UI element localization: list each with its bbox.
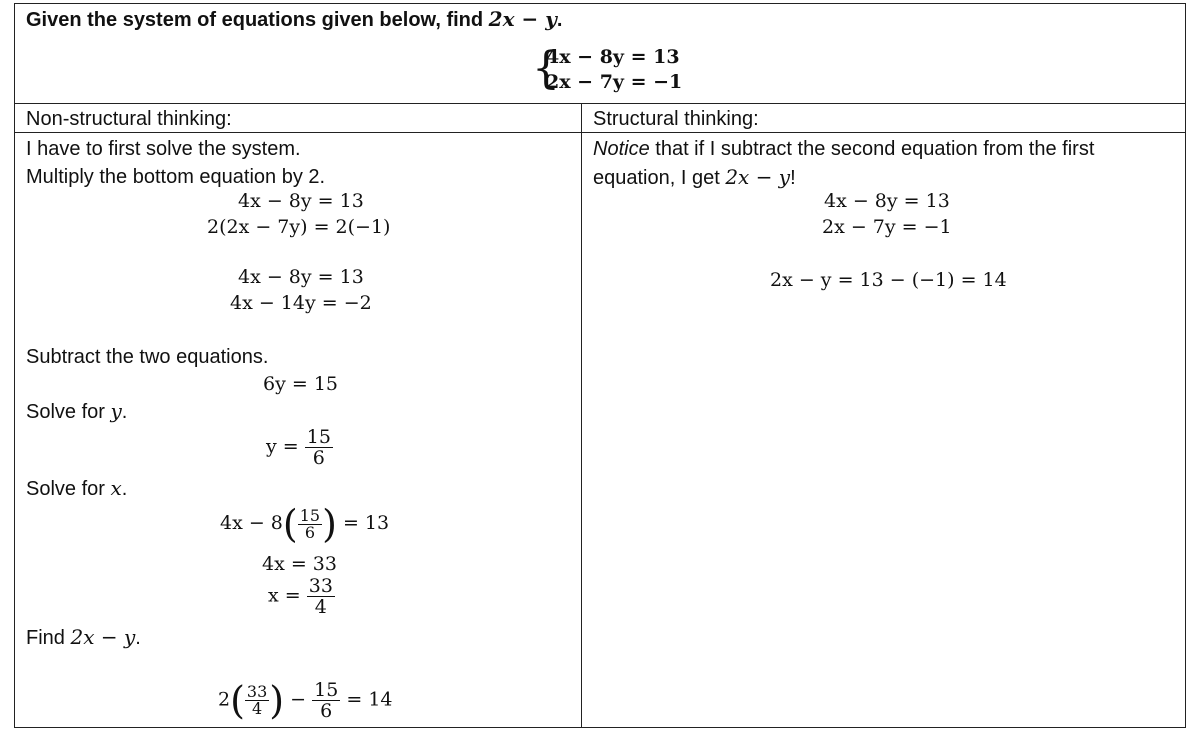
eq-b2: 4x − 14y = −2 (230, 292, 372, 314)
eq-4x: 4x = 33 (262, 553, 337, 575)
x-substitution: 4x − 8( $\frac{15}{6}$ ) = 13 (220, 502, 390, 546)
final-computation: 2( $\frac{33}{4}$ ) − $\frac{15}{6}$ = 14 (218, 678, 393, 723)
left-line2: Multiply the bottom equation by 2. (26, 166, 326, 188)
right-eq1: 4x − 8y = 13 (824, 190, 950, 212)
left-line1: I have to first solve the system. (26, 138, 301, 160)
find-instruction: Find 2x − y. (26, 625, 141, 649)
eq-a2: 2(2x − 7y) = 2(−1) (207, 216, 391, 238)
right-eq2: 2x − 7y = −1 (822, 216, 952, 238)
column-divider (581, 103, 582, 728)
eq-6y: 6y = 15 (263, 373, 338, 395)
column-title-divider (14, 132, 1186, 133)
y-solution: y = $\frac{15}{6}$ (266, 426, 331, 469)
right-line2: equation, I get 2x − y! (593, 165, 796, 189)
final-fraction-2: $\frac{15}{6}$ (314, 679, 339, 722)
x-solution: x = $\frac{33}{4}$ (268, 575, 333, 618)
system-eq2: 2x − 7y = −1 (546, 71, 683, 93)
eq-b1: 4x − 8y = 13 (238, 266, 364, 288)
right-column-title: Structural thinking: (593, 108, 759, 130)
eq-a1: 4x − 8y = 13 (238, 190, 364, 212)
right-line1: Notice that if I subtract the second equation from the first (593, 138, 1095, 160)
right-result: 2x − y = 13 − (−1) = 14 (770, 269, 1007, 291)
subtract-instruction: Subtract the two equations. (26, 346, 269, 368)
system-brace: { (532, 43, 560, 94)
final-fraction-1: $\frac{33}{4}$ (246, 682, 268, 718)
header-divider (14, 103, 1186, 104)
solve-x-instruction: Solve for x. (26, 476, 128, 500)
y-fraction: $\frac{15}{6}$ (306, 426, 331, 469)
solve-y-instruction: Solve for y. (26, 399, 128, 423)
x-fraction: $\frac{33}{4}$ (308, 575, 333, 618)
system-eq1: 4x − 8y = 13 (546, 46, 680, 68)
x-sub-fraction: $\frac{15}{6}$ (299, 505, 321, 542)
left-column-title: Non-structural thinking: (26, 108, 232, 130)
problem-prompt: Given the system of equations given below, find 2x − y. (26, 7, 563, 31)
